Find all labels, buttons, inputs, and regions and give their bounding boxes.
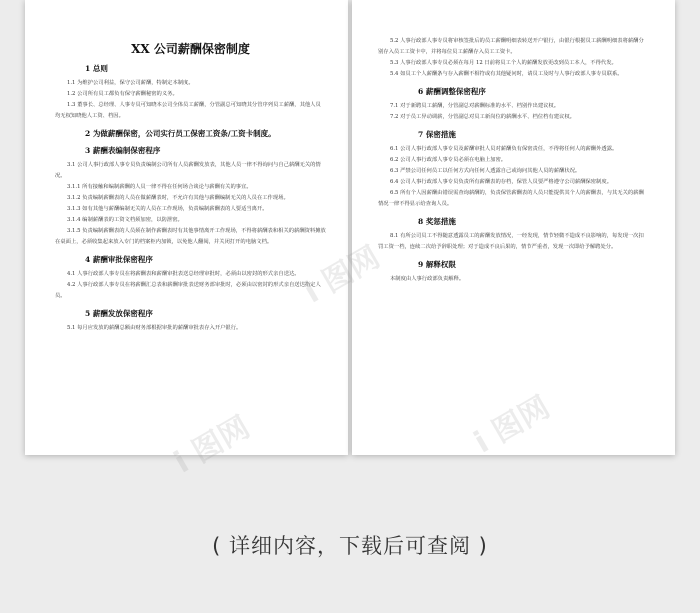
- paragraph: 3.1.4 编制薪酬表的工资文档须加密，以防泄密。: [67, 217, 183, 223]
- paragraph: 4.2 人事行政部人事专员在将薪酬汇总表和薪酬审批表送财务部审批时，必须由以密封的形式亲自送达指定人员。: [55, 282, 321, 299]
- section-heading: 8 奖惩措施: [418, 217, 456, 226]
- section-heading: 5 薪酬发放保密程序: [85, 309, 153, 318]
- paragraph: 6.5 所有个人因薪酬由错误需查询薪酬的，负责保管薪酬表的人员只能提供其个人的薪酬表，与其无关的薪酬情况一律不得显示给查询人员。: [378, 190, 644, 207]
- section-heading: 2 为做薪酬保密，公司实行员工保密工资条/工资卡制度。: [85, 129, 276, 138]
- document-title: XX 公司薪酬保密制度: [131, 42, 250, 56]
- paragraph: 7.2 对于员工异动调薪，分管副总对员工新岗位的薪酬水平、档位档有建议权。: [390, 114, 575, 120]
- document-page-1: [25, 0, 348, 455]
- paragraph: 3.1.2 负责编制薪酬表的人员在做薪酬表时，不允许有其他与薪酬编制无关的人员在工作现场。: [67, 195, 289, 201]
- paragraph: 5.3 人事行政部人事专员必须在每月 12 日前将员工个人的薪酬发放更改到员工本人，不得代发。: [390, 60, 617, 66]
- paragraph: 6.3 严禁公司任何员工以任何方式向任何人透露自己或询问其他人员的薪酬状况。: [390, 168, 581, 174]
- section-heading: 1 总则: [85, 64, 108, 73]
- paragraph: 3.1 公司人事行政部人事专员负责编制公司所有人员薪酬发放表，其他人员一律不得询问与自己薪酬无关的情况。: [55, 162, 321, 179]
- paragraph: 4.1 人事行政部人事专员在将薪酬表和薪酬审批表送总经理审批时，必须由以密封的形式亲自送达。: [67, 271, 300, 277]
- paragraph: 本制度由人事行政部负责解释。: [390, 276, 465, 282]
- section-heading: 9 解释权限: [418, 260, 456, 269]
- paragraph: 6.1 公司人事行政部人事专员及薪酬审批人员对薪酬负有保密责任，不得将任何人的薪酬外透露。: [390, 146, 618, 152]
- document-page-2: [352, 0, 675, 455]
- section-heading: 4 薪酬审批保密程序: [85, 255, 153, 264]
- paragraph: 3.1.1 所有接触和编制薪酬的人员一律不得在任何场合谈论与薪酬有关的事宜。: [67, 184, 252, 190]
- section-heading: 7 保密措施: [418, 130, 456, 139]
- paragraph: 6.4 公司人事行政部人事专员负责所有薪酬表的存档，保管人员要严格遵守公司薪酬保密制度。: [390, 179, 612, 185]
- paragraph: 3.1.3 如有其他与薪酬编制无关的人员在工作现场，负责编制薪酬表的人要适当离开。: [67, 206, 268, 212]
- paragraph: 8.1 有所公司员工不得随意透露员工的薪酬发放情况，一经发现，情节轻微不造成不良影响的，每发现一次扣罚工资一档，连续二次给予辞职处理；对于造成不良后果的，情节严重者，发现一次即给予解聘处分。: [378, 233, 644, 250]
- paragraph: 5.1 每月应发放的薪酬总额由财务部根据审批的薪酬审批表存入开户银行。: [67, 325, 242, 331]
- paragraph: 5.4 如员工个人薪酬条与存入薪酬不相符或有其他疑问时，请员工及时与人事行政部人事专员联系。: [390, 71, 623, 77]
- download-caption: ( 详细内容，下载后可查阅 ): [212, 534, 488, 558]
- section-heading: 3 薪酬表编制保密程序: [85, 146, 161, 155]
- paragraph: 5.2 人事行政部人事专员将审核签批后的员工薪酬明细表转送开户银行，由银行根据员工薪酬明细表将薪酬分别存入员工工资卡中，并将每位员工薪酬存入员工工资卡。: [378, 38, 644, 55]
- paragraph: 1.1 为维护公司利益，保守公司薪酬，特制定本制度。: [67, 80, 194, 86]
- paragraph: 3.1.5 负责编制薪酬表的人员须在制作薪酬表时有其他事情离开工作现场，不得将薪酬表和相关的薪酬资料摊放在桌面上，必须收集起来放入专门的档案柜内加锁，以免他人翻阅，并关闭打开的电脑文档。: [55, 228, 326, 245]
- paragraph: 7.1 对于新聘员工薪酬，分管副总对薪酬标准的水平、档别作出建议权。: [390, 103, 560, 109]
- paragraph: 1.2 公司所有员工都负有保守薪酬秘密的义务。: [67, 91, 178, 97]
- paragraph: 6.2 公司人事行政部人事专员必须在电脑上加密。: [390, 157, 507, 163]
- paragraph: 1.3 董事长、总经理、人事专员可知晓本公司全体员工薪酬，分管副总可知晓其分管序列员工薪酬，其他人员均无权知晓他人工资、档因。: [55, 102, 321, 119]
- section-heading: 6 薪酬调整保密程序: [418, 87, 486, 96]
